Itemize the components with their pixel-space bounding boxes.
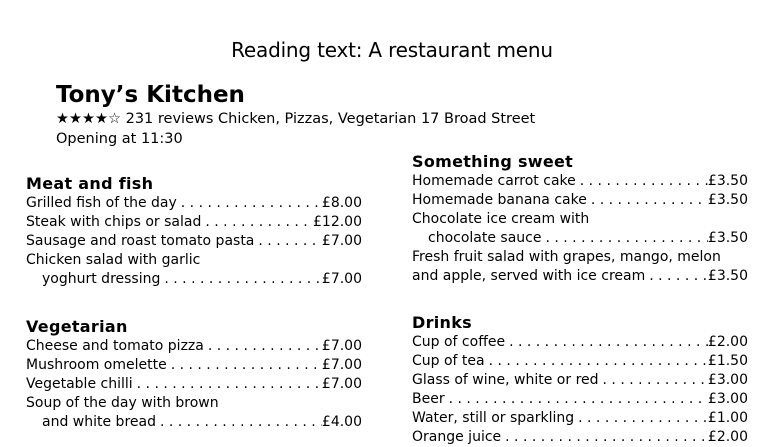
menu-item xyxy=(412,409,748,428)
menu-item xyxy=(412,191,748,210)
restaurant-info: ★★★★☆ 231 reviews Chicken, Pizzas, Vegetarian 17 Broad Street xyxy=(56,111,536,127)
item-price: £8.00 xyxy=(321,195,362,211)
item-name: chocolate sauce xyxy=(428,230,542,246)
dot-leader xyxy=(160,270,322,289)
menu-item xyxy=(26,394,362,432)
section-drinks xyxy=(412,312,748,447)
section-vegetarian xyxy=(26,316,362,432)
dot-leader xyxy=(599,371,708,390)
menu-item xyxy=(26,194,362,213)
menu-item xyxy=(412,333,748,352)
dot-leader xyxy=(201,213,313,232)
item-name-line1: Chocolate ice cream with xyxy=(412,211,590,227)
item-name: Cup of tea xyxy=(412,353,485,369)
menu-item xyxy=(412,172,748,191)
dot-leader xyxy=(576,172,708,191)
item-name: Mushroom omelette xyxy=(26,357,167,373)
dot-leader xyxy=(541,229,707,248)
section-meat-and-fish xyxy=(26,173,362,289)
item-price: £3.50 xyxy=(707,173,748,189)
item-name: Grilled fish of the day xyxy=(26,195,177,211)
opening-time: Opening at 11:30 xyxy=(56,131,183,147)
item-name: Water, still or sparkling xyxy=(412,410,575,426)
section-title: Drinks xyxy=(412,313,473,332)
menu-item xyxy=(26,213,362,232)
menu-item xyxy=(412,371,748,390)
dot-leader xyxy=(133,375,322,394)
item-name: Cheese and tomato pizza xyxy=(26,338,204,354)
item-price: £7.00 xyxy=(321,338,362,354)
menu-item xyxy=(26,356,362,375)
menu-item xyxy=(412,428,748,447)
dot-leader xyxy=(156,413,322,432)
menu-item xyxy=(26,251,362,289)
item-price: £3.50 xyxy=(707,230,748,246)
item-name-line1: Chicken salad with garlic xyxy=(26,252,201,268)
dot-leader xyxy=(204,337,322,356)
item-name: Homemade carrot cake xyxy=(412,173,576,189)
item-price: £7.00 xyxy=(321,271,362,287)
section-something-sweet xyxy=(412,151,748,286)
menu-item xyxy=(26,232,362,251)
item-name: Orange juice xyxy=(412,429,502,445)
item-name: Steak with chips or salad xyxy=(26,214,202,230)
menu-item xyxy=(26,375,362,394)
section-title: Vegetarian xyxy=(26,317,128,336)
item-price: £4.00 xyxy=(321,414,362,430)
item-name: and white bread xyxy=(42,414,156,430)
item-name: and apple, served with ice cream xyxy=(412,268,646,284)
menu-item xyxy=(412,352,748,371)
item-price: £3.50 xyxy=(707,268,748,284)
restaurant-name: Tony’s Kitchen xyxy=(56,82,245,108)
menu-item xyxy=(26,337,362,356)
dot-leader xyxy=(167,356,322,375)
dot-leader xyxy=(177,194,322,213)
item-price: £2.00 xyxy=(707,429,748,445)
dot-leader xyxy=(574,409,708,428)
item-price: £3.50 xyxy=(707,192,748,208)
dot-leader xyxy=(587,191,708,210)
menu-item xyxy=(412,390,748,409)
dot-leader xyxy=(254,232,322,251)
item-name: Cup of coffee xyxy=(412,334,506,350)
item-name-line1: Fresh fruit salad with grapes, mango, melon xyxy=(412,249,721,265)
item-price: £7.00 xyxy=(321,357,362,373)
item-price: £1.00 xyxy=(707,410,748,426)
item-price: £7.00 xyxy=(321,376,362,392)
section-title: Meat and fish xyxy=(26,174,154,193)
item-name: Glass of wine, white or red xyxy=(412,372,599,388)
item-price: £3.00 xyxy=(707,372,748,388)
item-name: Beer xyxy=(412,391,445,407)
item-price: £3.00 xyxy=(707,391,748,407)
item-price: £2.00 xyxy=(707,334,748,350)
dot-leader xyxy=(645,267,708,286)
item-name: yoghurt dressing xyxy=(42,271,161,287)
item-name-line1: Soup of the day with brown xyxy=(26,395,219,411)
menu-item xyxy=(412,210,748,248)
menu-item xyxy=(412,248,748,286)
item-price: £12.00 xyxy=(313,214,362,230)
item-name: Vegetable chilli xyxy=(26,376,133,392)
item-name: Homemade banana cake xyxy=(412,192,587,208)
dot-leader xyxy=(485,352,708,371)
section-title: Something sweet xyxy=(412,152,574,171)
page-title: Reading text: A restaurant menu xyxy=(231,38,553,62)
dot-leader xyxy=(445,390,708,409)
dot-leader xyxy=(505,333,708,352)
item-name: Sausage and roast tomato pasta xyxy=(26,233,255,249)
dot-leader xyxy=(501,428,708,447)
item-price: £1.50 xyxy=(707,353,748,369)
item-price: £7.00 xyxy=(321,233,362,249)
